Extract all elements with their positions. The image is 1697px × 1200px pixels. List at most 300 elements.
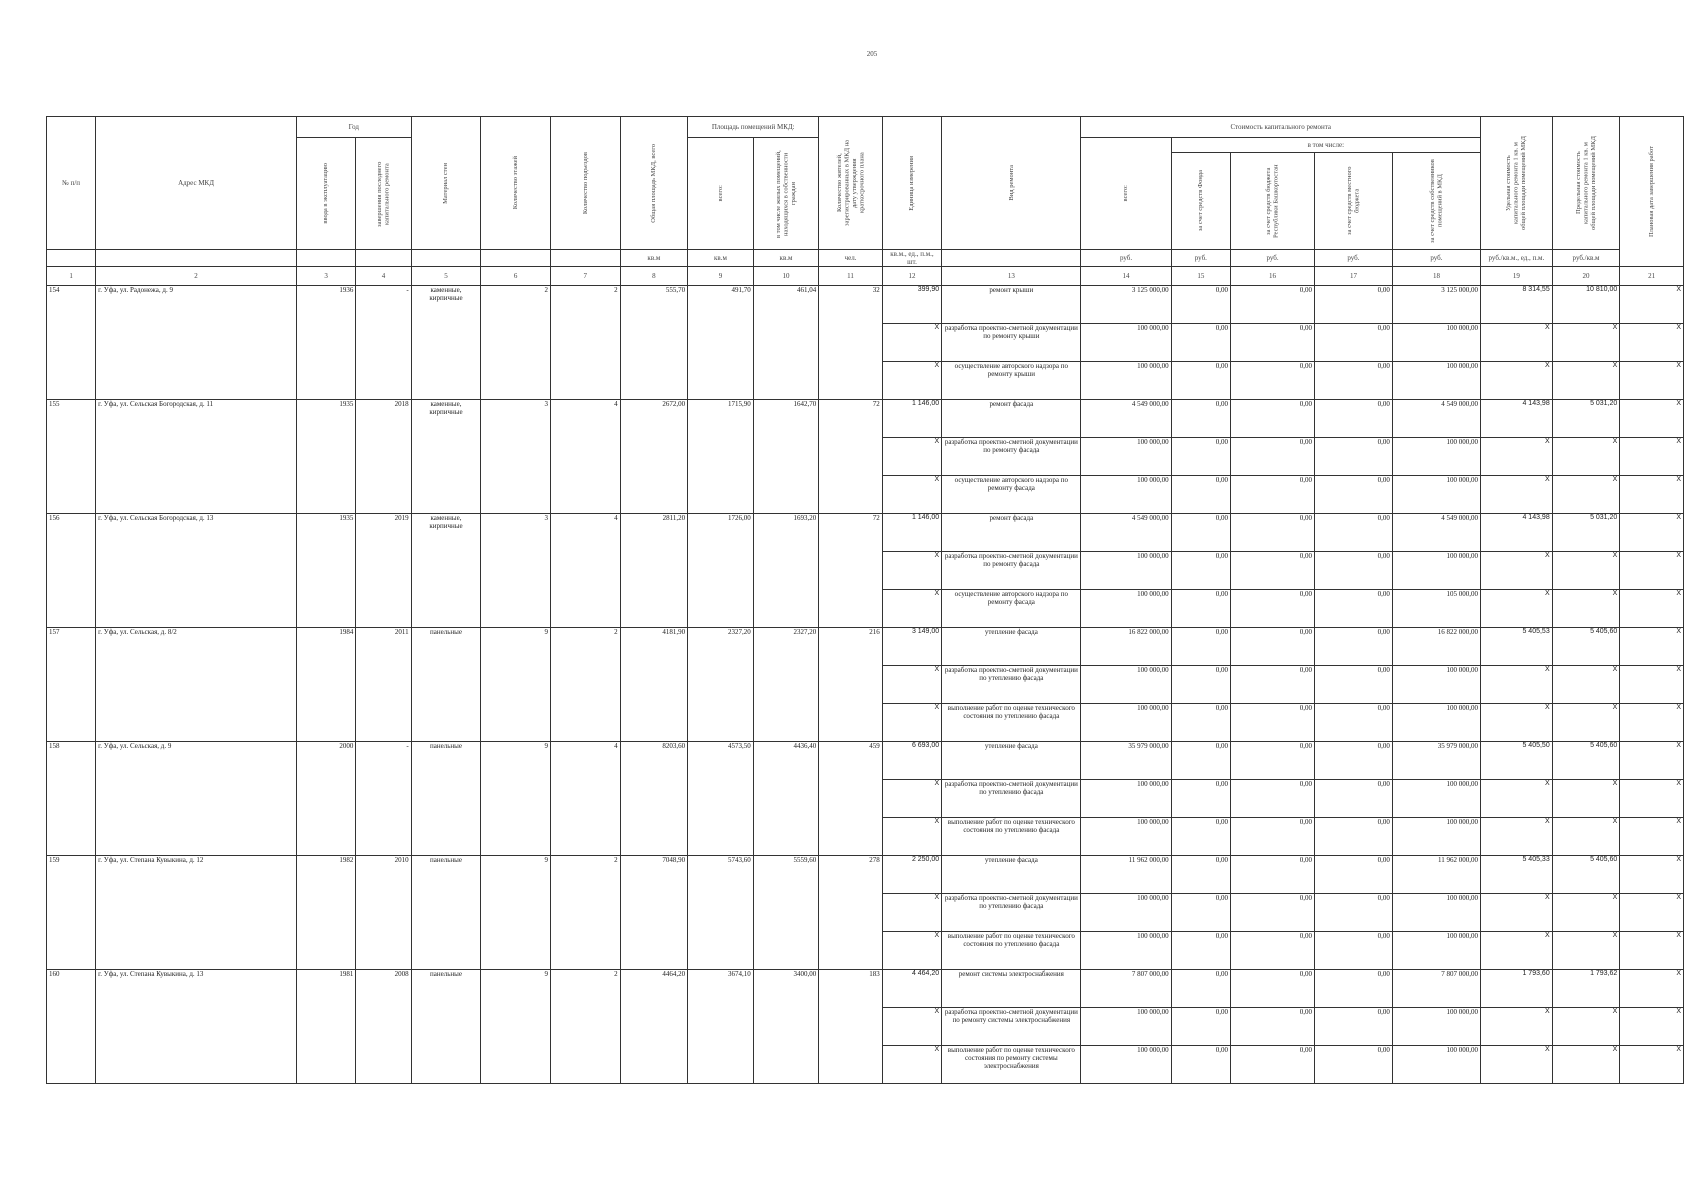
table-row: [47, 514, 1684, 552]
repair-type: ремонт фасада: [942, 514, 1081, 552]
year-last-repair: -: [356, 742, 411, 856]
cost-republic: 0,00: [1231, 894, 1315, 932]
residents-count: 72: [819, 514, 883, 628]
measure-amount: X: [882, 704, 941, 742]
cost-total: 7 807 000,00: [1081, 970, 1171, 1008]
max-cost: X: [1552, 362, 1620, 400]
cost-total: 100 000,00: [1081, 552, 1171, 590]
cost-owners: 100 000,00: [1392, 818, 1480, 856]
cost-total: 100 000,00: [1081, 1046, 1171, 1084]
cost-fund: 0,00: [1171, 856, 1230, 894]
entrances-count: 4: [550, 514, 620, 628]
cost-fund: 0,00: [1171, 818, 1230, 856]
unit-cost: 5 405,53: [1481, 628, 1553, 666]
repair-type: выполнение работ по оценке технического состояния по утеплению фасада: [942, 932, 1081, 970]
plan-date: X: [1620, 1046, 1684, 1084]
unit-cell: руб./кв.м: [1552, 250, 1620, 267]
unit-cost: 4 143,98: [1481, 400, 1553, 438]
column-number: 16: [1231, 267, 1315, 286]
entrances-count: 2: [550, 970, 620, 1084]
plan-date: X: [1620, 286, 1684, 324]
cost-fund: 0,00: [1171, 666, 1230, 704]
area-residential: 1642,70: [753, 400, 819, 514]
column-numbers-row: [47, 267, 1684, 286]
unit-cell: [942, 250, 1081, 267]
header-residents: Количество жителей, зарегистрированных в МКД на дату утверждения краткосрочного плана: [819, 117, 883, 250]
cost-total: 16 822 000,00: [1081, 628, 1171, 666]
unit-cost: 8 314,55: [1481, 286, 1553, 324]
cost-republic: 0,00: [1231, 780, 1315, 818]
max-cost: X: [1552, 780, 1620, 818]
unit-cost: 5 405,33: [1481, 856, 1553, 894]
repair-type: ремонт фасада: [942, 400, 1081, 438]
wall-material: панельные: [411, 856, 481, 970]
plan-date: X: [1620, 970, 1684, 1008]
cost-local: 0,00: [1315, 970, 1393, 1008]
plan-date: X: [1620, 552, 1684, 590]
cost-republic: 0,00: [1231, 400, 1315, 438]
cost-local: 0,00: [1315, 552, 1393, 590]
max-cost: X: [1552, 476, 1620, 514]
measure-amount: X: [882, 1008, 941, 1046]
cost-local: 0,00: [1315, 286, 1393, 324]
unit-cell: [481, 250, 551, 267]
building-address: г. Уфа, ул. Степана Кувыкина, д. 12: [96, 856, 297, 970]
unit-cost: X: [1481, 1046, 1553, 1084]
page-number: 205: [866, 50, 878, 58]
floors-count: 9: [481, 856, 551, 970]
header-floors: Количество этажей: [481, 117, 551, 250]
unit-cell: руб.: [1081, 250, 1171, 267]
cost-republic: 0,00: [1231, 704, 1315, 742]
unit-cost: X: [1481, 590, 1553, 628]
plan-date: X: [1620, 400, 1684, 438]
header-cost-local: за счет средств местного бюджета: [1315, 153, 1393, 250]
plan-date: X: [1620, 324, 1684, 362]
cost-republic: 0,00: [1231, 1008, 1315, 1046]
cost-owners: 100 000,00: [1392, 704, 1480, 742]
unit-cell: руб./кв.м., ед., п.м.: [1481, 250, 1553, 267]
floors-count: 9: [481, 970, 551, 1084]
residents-count: 183: [819, 970, 883, 1084]
cost-republic: 0,00: [1231, 818, 1315, 856]
row-number: 155: [47, 400, 96, 514]
plan-date: X: [1620, 742, 1684, 780]
unit-cell: кв.м: [753, 250, 819, 267]
building-address: г. Уфа, ул. Степана Кувыкина, д. 13: [96, 970, 297, 1084]
cost-local: 0,00: [1315, 856, 1393, 894]
building-address: г. Уфа, ул. Сельская Богородская, д. 11: [96, 400, 297, 514]
cost-fund: 0,00: [1171, 970, 1230, 1008]
row-number: 160: [47, 970, 96, 1084]
column-number: 9: [688, 267, 754, 286]
cost-fund: 0,00: [1171, 780, 1230, 818]
cost-owners: 35 979 000,00: [1392, 742, 1480, 780]
cost-fund: 0,00: [1171, 362, 1230, 400]
max-cost: X: [1552, 818, 1620, 856]
measure-amount: 2 250,00: [882, 856, 941, 894]
total-area: 7048,90: [620, 856, 688, 970]
header-plan-date: Плановая дата завершения работ: [1620, 117, 1684, 267]
unit-cell: [550, 250, 620, 267]
column-number: 10: [753, 267, 819, 286]
cost-total: 100 000,00: [1081, 818, 1171, 856]
unit-cell: [296, 250, 355, 267]
max-cost: X: [1552, 438, 1620, 476]
measure-amount: 6 693,00: [882, 742, 941, 780]
plan-date: X: [1620, 590, 1684, 628]
cost-total: 4 549 000,00: [1081, 400, 1171, 438]
header-premises-area-group: Площадь помещений МКД:: [688, 117, 819, 138]
building-address: г. Уфа, ул. Сельская, д. 9: [96, 742, 297, 856]
area-residential: 1693,20: [753, 514, 819, 628]
area-all: 3674,10: [688, 970, 754, 1084]
cost-republic: 0,00: [1231, 742, 1315, 780]
unit-cost: 4 143,98: [1481, 514, 1553, 552]
cost-total: 100 000,00: [1081, 324, 1171, 362]
max-cost: 5 031,20: [1552, 400, 1620, 438]
plan-date: X: [1620, 476, 1684, 514]
cost-owners: 4 549 000,00: [1392, 514, 1480, 552]
residents-count: 459: [819, 742, 883, 856]
table-header: [47, 117, 1684, 286]
cost-local: 0,00: [1315, 590, 1393, 628]
header-year-group: Год: [296, 117, 411, 138]
cost-fund: 0,00: [1171, 324, 1230, 362]
cost-local: 0,00: [1315, 514, 1393, 552]
cost-fund: 0,00: [1171, 1008, 1230, 1046]
measure-amount: X: [882, 552, 941, 590]
plan-date: X: [1620, 932, 1684, 970]
unit-cost: X: [1481, 704, 1553, 742]
cost-total: 35 979 000,00: [1081, 742, 1171, 780]
floors-count: 9: [481, 742, 551, 856]
cost-republic: 0,00: [1231, 476, 1315, 514]
header-year-last-repair: завершения последнего капитального ремонта: [356, 138, 411, 250]
repair-type: разработка проектно-сметной документации по ремонту крыши: [942, 324, 1081, 362]
year-commission: 1935: [296, 514, 355, 628]
header-max-cost: Предельная стоимость капитального ремонта 1 кв. м общей площади помещений МКД: [1552, 117, 1620, 250]
cost-local: 0,00: [1315, 1046, 1393, 1084]
header-including-group: в том числе:: [1171, 138, 1480, 153]
cost-fund: 0,00: [1171, 742, 1230, 780]
total-area: 2672,00: [620, 400, 688, 514]
repair-type: осуществление авторского надзора по ремонту фасада: [942, 590, 1081, 628]
plan-date: X: [1620, 818, 1684, 856]
cost-local: 0,00: [1315, 666, 1393, 704]
column-number: 19: [1481, 267, 1553, 286]
cost-owners: 100 000,00: [1392, 438, 1480, 476]
cost-republic: 0,00: [1231, 628, 1315, 666]
max-cost: X: [1552, 324, 1620, 362]
cost-owners: 100 000,00: [1392, 780, 1480, 818]
total-area: 4181,90: [620, 628, 688, 742]
repair-type: разработка проектно-сметной документации по утеплению фасада: [942, 780, 1081, 818]
cost-owners: 100 000,00: [1392, 552, 1480, 590]
cost-republic: 0,00: [1231, 970, 1315, 1008]
floors-count: 2: [481, 286, 551, 400]
year-commission: 1935: [296, 400, 355, 514]
header-total-area: Общая площадь МКД, всего: [620, 117, 688, 250]
column-number: 12: [882, 267, 941, 286]
area-all: 5743,60: [688, 856, 754, 970]
repair-type: разработка проектно-сметной документации по утеплению фасада: [942, 666, 1081, 704]
repair-type: ремонт системы электроснабжения: [942, 970, 1081, 1008]
area-all: 4573,50: [688, 742, 754, 856]
repair-type: выполнение работ по оценке технического состояния по утеплению фасада: [942, 704, 1081, 742]
total-area: 4464,20: [620, 970, 688, 1084]
unit-cell: кв.м., ед., п.м., шт.: [882, 250, 941, 267]
area-all: 1715,90: [688, 400, 754, 514]
cost-republic: 0,00: [1231, 932, 1315, 970]
measure-amount: 4 464,20: [882, 970, 941, 1008]
area-residential: 461,04: [753, 286, 819, 400]
row-number: 156: [47, 514, 96, 628]
unit-cell: [356, 250, 411, 267]
entrances-count: 2: [550, 628, 620, 742]
cost-republic: 0,00: [1231, 552, 1315, 590]
cost-total: 100 000,00: [1081, 1008, 1171, 1046]
cost-owners: 11 962 000,00: [1392, 856, 1480, 894]
unit-cost: X: [1481, 476, 1553, 514]
measure-amount: X: [882, 932, 941, 970]
max-cost: X: [1552, 1046, 1620, 1084]
measure-amount: X: [882, 1046, 941, 1084]
unit-cost: 1 793,60: [1481, 970, 1553, 1008]
unit-cost: X: [1481, 438, 1553, 476]
max-cost: 5 405,60: [1552, 856, 1620, 894]
header-repair-type: Вид ремонта: [942, 117, 1081, 250]
header-cost-group: Стоимость капитального ремонта: [1081, 117, 1481, 138]
cost-fund: 0,00: [1171, 438, 1230, 476]
unit-cell: кв.м: [688, 250, 754, 267]
cost-owners: 105 000,00: [1392, 590, 1480, 628]
cost-total: 100 000,00: [1081, 704, 1171, 742]
cost-local: 0,00: [1315, 324, 1393, 362]
cost-local: 0,00: [1315, 932, 1393, 970]
entrances-count: 4: [550, 400, 620, 514]
header-cost-total: всего:: [1081, 138, 1171, 250]
cost-fund: 0,00: [1171, 894, 1230, 932]
repair-type: утепление фасада: [942, 742, 1081, 780]
cost-total: 100 000,00: [1081, 590, 1171, 628]
cost-owners: 3 125 000,00: [1392, 286, 1480, 324]
wall-material: панельные: [411, 628, 481, 742]
header-address: Адрес МКД: [96, 117, 297, 250]
floors-count: 3: [481, 400, 551, 514]
max-cost: X: [1552, 704, 1620, 742]
cost-total: 100 000,00: [1081, 438, 1171, 476]
cost-total: 3 125 000,00: [1081, 286, 1171, 324]
column-number: 7: [550, 267, 620, 286]
year-last-repair: 2019: [356, 514, 411, 628]
floors-count: 9: [481, 628, 551, 742]
unit-cost: X: [1481, 818, 1553, 856]
measure-amount: 1 146,00: [882, 400, 941, 438]
year-commission: 1936: [296, 286, 355, 400]
cost-fund: 0,00: [1171, 932, 1230, 970]
cost-owners: 100 000,00: [1392, 1008, 1480, 1046]
repair-plan-table: [46, 116, 1684, 1084]
repair-type: утепление фасада: [942, 628, 1081, 666]
cost-local: 0,00: [1315, 1008, 1393, 1046]
area-residential: 3400,00: [753, 970, 819, 1084]
measure-amount: X: [882, 590, 941, 628]
unit-cost: X: [1481, 894, 1553, 932]
entrances-count: 2: [550, 856, 620, 970]
max-cost: 1 793,62: [1552, 970, 1620, 1008]
column-number: 15: [1171, 267, 1230, 286]
column-number: 4: [356, 267, 411, 286]
repair-type: осуществление авторского надзора по ремонту крыши: [942, 362, 1081, 400]
header-area-all: всего:: [688, 138, 754, 250]
header-cost-owners: за счет средств собственников помещений в МКД: [1392, 153, 1480, 250]
measure-amount: X: [882, 324, 941, 362]
units-row: [47, 250, 1684, 267]
column-number: 5: [411, 267, 481, 286]
unit-cost: X: [1481, 666, 1553, 704]
unit-cell: руб.: [1171, 250, 1230, 267]
header-unit-cost: Удельная стоимость капитального ремонта 1 кв. м общей площади помещений МКД: [1481, 117, 1553, 250]
column-number: 1: [47, 267, 96, 286]
row-number: 158: [47, 742, 96, 856]
header-number: № п/п: [47, 117, 96, 250]
column-number: 18: [1392, 267, 1480, 286]
cost-local: 0,00: [1315, 362, 1393, 400]
repair-type: осуществление авторского надзора по ремонту фасада: [942, 476, 1081, 514]
year-commission: 1982: [296, 856, 355, 970]
cost-owners: 100 000,00: [1392, 894, 1480, 932]
plan-date: X: [1620, 894, 1684, 932]
plan-date: X: [1620, 780, 1684, 818]
cost-owners: 100 000,00: [1392, 476, 1480, 514]
cost-republic: 0,00: [1231, 438, 1315, 476]
repair-type: утепление фасада: [942, 856, 1081, 894]
unit-cell: кв.м: [620, 250, 688, 267]
floors-count: 3: [481, 514, 551, 628]
cost-total: 100 000,00: [1081, 666, 1171, 704]
cost-owners: 16 822 000,00: [1392, 628, 1480, 666]
column-number: 3: [296, 267, 355, 286]
row-number: 157: [47, 628, 96, 742]
plan-date: X: [1620, 438, 1684, 476]
total-area: 555,70: [620, 286, 688, 400]
year-last-repair: 2008: [356, 970, 411, 1084]
column-number: 2: [96, 267, 297, 286]
residents-count: 278: [819, 856, 883, 970]
column-number: 8: [620, 267, 688, 286]
plan-date: X: [1620, 856, 1684, 894]
max-cost: 5 031,20: [1552, 514, 1620, 552]
max-cost: X: [1552, 590, 1620, 628]
unit-cell: [96, 250, 297, 267]
cost-total: 4 549 000,00: [1081, 514, 1171, 552]
year-commission: 2000: [296, 742, 355, 856]
year-last-repair: 2018: [356, 400, 411, 514]
cost-local: 0,00: [1315, 818, 1393, 856]
column-number: 17: [1315, 267, 1393, 286]
unit-cell: [47, 250, 96, 267]
area-all: 2327,20: [688, 628, 754, 742]
cost-republic: 0,00: [1231, 362, 1315, 400]
unit-cost: X: [1481, 780, 1553, 818]
unit-cost: X: [1481, 362, 1553, 400]
repair-plan-sheet: [46, 116, 1684, 1084]
cost-fund: 0,00: [1171, 400, 1230, 438]
year-commission: 1984: [296, 628, 355, 742]
wall-material: каменные, кирпичные: [411, 514, 481, 628]
max-cost: 10 810,00: [1552, 286, 1620, 324]
entrances-count: 2: [550, 286, 620, 400]
header-wall-material: Материал стен: [411, 117, 481, 250]
max-cost: 5 405,60: [1552, 628, 1620, 666]
unit-cost: X: [1481, 324, 1553, 362]
cost-owners: 100 000,00: [1392, 666, 1480, 704]
table-body: [47, 286, 1684, 1084]
max-cost: X: [1552, 666, 1620, 704]
header-entrances: Количество подъездов: [550, 117, 620, 250]
repair-type: выполнение работ по оценке технического состояния по ремонту системы электроснабжения: [942, 1046, 1081, 1084]
wall-material: каменные, кирпичные: [411, 400, 481, 514]
column-number: 14: [1081, 267, 1171, 286]
max-cost: X: [1552, 1008, 1620, 1046]
plan-date: X: [1620, 628, 1684, 666]
residents-count: 32: [819, 286, 883, 400]
cost-total: 100 000,00: [1081, 476, 1171, 514]
cost-republic: 0,00: [1231, 324, 1315, 362]
wall-material: панельные: [411, 970, 481, 1084]
area-all: 1726,00: [688, 514, 754, 628]
area-all: 491,70: [688, 286, 754, 400]
header-cost-fund: за счет средств Фонда: [1171, 153, 1230, 250]
cost-republic: 0,00: [1231, 590, 1315, 628]
cost-republic: 0,00: [1231, 514, 1315, 552]
max-cost: X: [1552, 894, 1620, 932]
cost-local: 0,00: [1315, 780, 1393, 818]
cost-total: 11 962 000,00: [1081, 856, 1171, 894]
cost-fund: 0,00: [1171, 628, 1230, 666]
cost-total: 100 000,00: [1081, 362, 1171, 400]
repair-type: разработка проектно-сметной документации по ремонту системы электроснабжения: [942, 1008, 1081, 1046]
measure-amount: X: [882, 362, 941, 400]
table-row: [47, 742, 1684, 780]
year-commission: 1981: [296, 970, 355, 1084]
cost-republic: 0,00: [1231, 1046, 1315, 1084]
repair-type: выполнение работ по оценке технического состояния по утеплению фасада: [942, 818, 1081, 856]
measure-amount: X: [882, 818, 941, 856]
wall-material: каменные, кирпичные: [411, 286, 481, 400]
cost-fund: 0,00: [1171, 1046, 1230, 1084]
unit-cell: руб.: [1392, 250, 1480, 267]
unit-cost: X: [1481, 932, 1553, 970]
year-last-repair: 2011: [356, 628, 411, 742]
cost-owners: 100 000,00: [1392, 362, 1480, 400]
column-number: 6: [481, 267, 551, 286]
column-number: 20: [1552, 267, 1620, 286]
cost-fund: 0,00: [1171, 552, 1230, 590]
unit-cell: чел.: [819, 250, 883, 267]
entrances-count: 4: [550, 742, 620, 856]
cost-republic: 0,00: [1231, 856, 1315, 894]
area-residential: 2327,20: [753, 628, 819, 742]
cost-fund: 0,00: [1171, 286, 1230, 324]
column-number: 21: [1620, 267, 1684, 286]
cost-local: 0,00: [1315, 704, 1393, 742]
unit-cost: 5 405,50: [1481, 742, 1553, 780]
building-address: г. Уфа, ул. Сельская, д. 8/2: [96, 628, 297, 742]
repair-type: ремонт крыши: [942, 286, 1081, 324]
unit-cell: руб.: [1231, 250, 1315, 267]
